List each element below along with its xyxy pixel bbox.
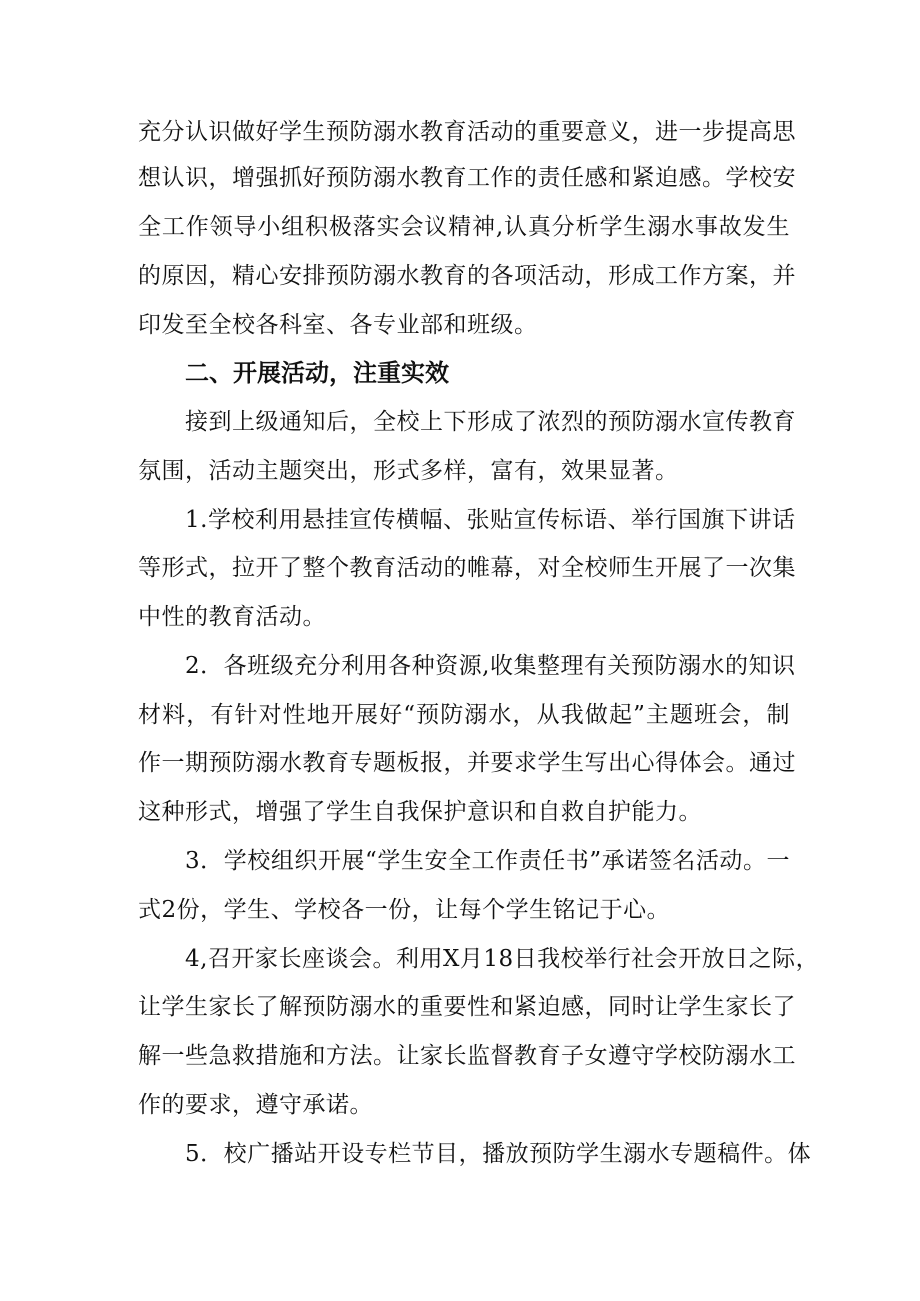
text-line: 全工作领导小组积极落实会议精神,认真分析学生溺水事故发生 (138, 214, 790, 240)
text-line: 想认识，增强抓好预防溺水教育工作的责任感和紧迫感。学校安 (138, 165, 796, 191)
text-line: 5．校广播站开设专栏节目，播放预防学生溺水专题稿件。体 (185, 1141, 812, 1167)
text-line: 3．学校组织开展“学生安全工作责任书”承诺签名活动。一 (185, 848, 790, 874)
section-heading: 二、开展活动，注重实效 (185, 359, 449, 387)
text-line: 等形式，拉开了整个教育活动的帷幕，对全校师生开展了一次集 (138, 555, 796, 581)
text-line: 式2份，学生、学校各一份，让每个学生铭记于心。 (138, 897, 671, 923)
text-line: 中性的教育活动。 (138, 604, 326, 630)
text-line: 4,召开家长座谈会。利用X月18日我校举行社会开放日之际， (185, 946, 820, 972)
text-line: 这种形式，增强了学生自我保护意识和自救自护能力。 (138, 799, 702, 825)
text-line: 作一期预防溺水教育专题板报，并要求学生写出心得体会。通过 (138, 750, 796, 776)
text-line: 1.学校利用悬挂宣传横幅、张贴宣传标语、举行国旗下讲话 (185, 507, 796, 533)
text-line: 充分认识做好学生预防溺水教育活动的重要意义，进一步提高思 (138, 119, 796, 145)
text-line: 的原因，精心安排预防溺水教育的各项活动，形成工作方案，并 (138, 263, 796, 289)
text-line: 让学生家长了解预防溺水的重要性和紧迫感，同时让学生家长了 (138, 994, 796, 1020)
text-line: 材料，有针对性地开展好“预防溺水，从我做起”主题班会，制 (138, 702, 790, 728)
text-line: 接到上级通知后，全校上下形成了浓烈的预防溺水宣传教育 (185, 409, 796, 435)
text-line: 氛围，活动主题突出，形式多样，富有，效果显著。 (138, 458, 679, 484)
text-line: 印发至全校各科室、各专业部和班级。 (138, 312, 538, 338)
text-line: 作的要求，遵守承诺。 (138, 1092, 373, 1118)
text-line: 2．各班级充分利用各种资源,收集整理有关预防溺水的知识 (185, 653, 796, 679)
text-line: 解一些急救措施和方法。让家长监督教育子女遵守学校防溺水工 (138, 1043, 796, 1069)
